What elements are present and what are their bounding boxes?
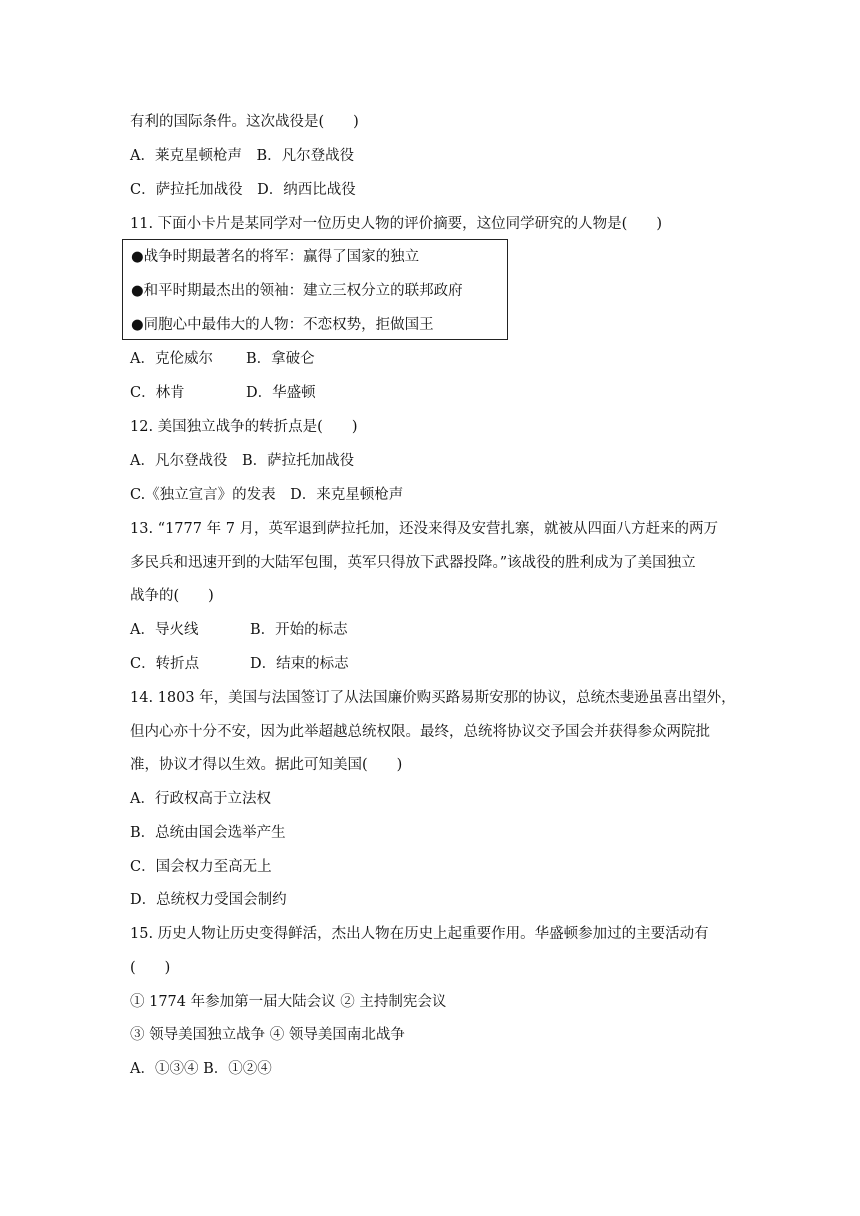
question-10-options-ab: A．莱克星顿枪声 B．凡尔登战役 bbox=[130, 148, 355, 164]
evaluation-card bbox=[122, 239, 508, 340]
card-item-2: ●和平时期最杰出的领袖：建立三权分立的联邦政府 bbox=[131, 283, 463, 299]
question-14-option-d: D．总统权力受国会制约 bbox=[130, 892, 287, 908]
question-13-option-d: D．结束的标志 bbox=[250, 656, 349, 672]
question-15-statements-3-4: ③ 领导美国独立战争 ④ 领导美国南北战争 bbox=[130, 1027, 405, 1043]
question-11-option-c: C．林肯 bbox=[130, 385, 185, 401]
question-12-options-cd: C.《独立宣言》的发表 D．来克星顿枪声 bbox=[130, 487, 404, 503]
question-15-options-ab: A．①③④ B．①②④ bbox=[130, 1061, 272, 1077]
question-13-stem-line-2: 多民兵和迅速开到的大陆军包围，英军只得放下武器投降。”该战役的胜利成为了美国独立 bbox=[130, 555, 696, 571]
question-13-option-a: A．导火线 bbox=[130, 622, 199, 638]
question-12-options-ab: A．凡尔登战役 B．萨拉托加战役 bbox=[130, 453, 355, 469]
card-item-3: ●同胞心中最伟大的人物：不恋权势，拒做国王 bbox=[131, 317, 434, 333]
question-11-option-b: B．拿破仑 bbox=[246, 351, 315, 367]
question-15-stem-line-2: ( ) bbox=[130, 960, 171, 976]
question-14-stem-line-2: 但内心亦十分不安，因为此举超越总统权限。最终，总统将协议交予国会并获得参众两院批 bbox=[130, 724, 710, 740]
question-15-statements-1-2: ① 1774 年参加第一届大陆会议 ② 主持制宪会议 bbox=[130, 994, 447, 1010]
question-12-stem: 12. 美国独立战争的转折点是( ) bbox=[130, 419, 358, 435]
question-11-option-a: A．克伦威尔 bbox=[130, 351, 213, 367]
question-11-option-d: D．华盛顿 bbox=[246, 385, 316, 401]
question-10-options-cd: C．萨拉托加战役 D．纳西比战役 bbox=[130, 182, 356, 198]
card-item-1: ●战争时期最著名的将军：赢得了国家的独立 bbox=[131, 249, 420, 265]
question-15-stem-line-1: 15. 历史人物让历史变得鲜活，杰出人物在历史上起重要作用。华盛顿参加过的主要活动有 bbox=[130, 926, 709, 942]
question-13-option-b: B．开始的标志 bbox=[250, 622, 348, 638]
question-14-option-a: A．行政权高于立法权 bbox=[130, 791, 271, 807]
question-13-stem-line-1: 13. “1777 年 7 月，英军退到萨拉托加，还没来得及安营扎寨，就被从四面八方赶来的两万 bbox=[130, 521, 719, 537]
question-10-stem-end: 有利的国际条件。这次战役是( ) bbox=[130, 114, 359, 130]
question-14-stem-line-3: 准，协议才得以生效。据此可知美国( ) bbox=[130, 757, 403, 773]
question-13-option-c: C．转折点 bbox=[130, 656, 200, 672]
question-14-option-c: C．国会权力至高无上 bbox=[130, 859, 272, 875]
question-13-stem-line-3: 战争的( ) bbox=[130, 588, 214, 604]
question-11-stem: 11. 下面小卡片是某同学对一位历史人物的评价摘要，这位同学研究的人物是( ) bbox=[130, 216, 662, 232]
question-14-stem-line-1: 14. 1803 年，美国与法国签订了从法国廉价购买路易斯安那的协议，总统杰斐逊虽喜出望外， bbox=[130, 690, 736, 706]
question-14-option-b: B．总统由国会选举产生 bbox=[130, 825, 286, 841]
